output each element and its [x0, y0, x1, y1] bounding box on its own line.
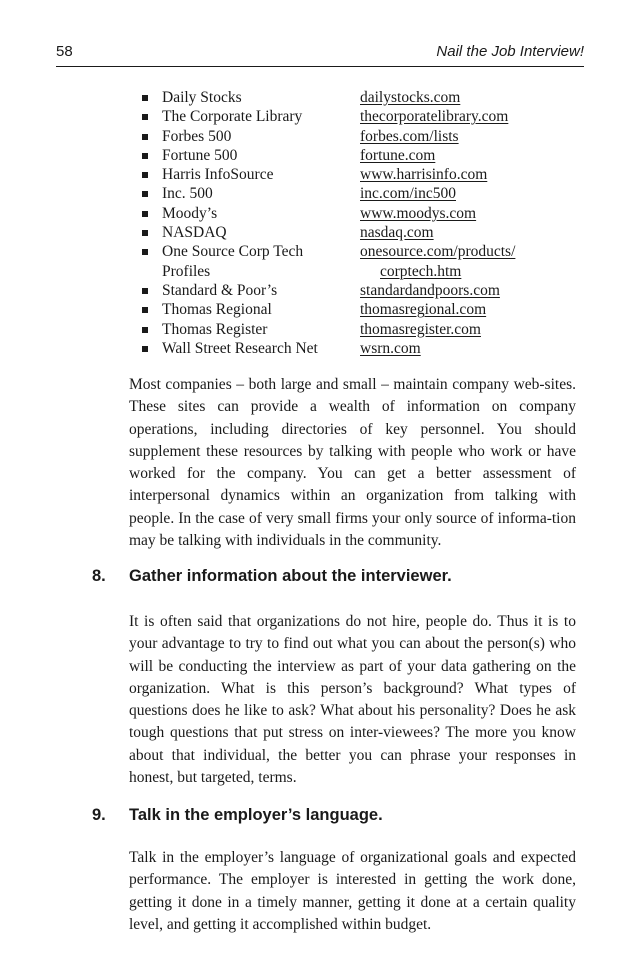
resource-url[interactable]: www.moodys.com: [360, 204, 477, 222]
header-rule: [56, 66, 584, 67]
list-item: [140, 146, 520, 165]
section-number: 8.: [92, 567, 106, 585]
resource-url-continued[interactable]: corptech.htm: [380, 262, 462, 280]
resource-name: Thomas Regional: [162, 301, 272, 319]
section-number: 9.: [92, 806, 106, 824]
section-9-paragraph: Talk in the employer’s language of organizational goals and expected performance. The employer is interested in getting the work done, getting it done in a timely manner, getting it done at a certain quality level, and getting it accomplished within budget.: [129, 849, 576, 933]
list-item: [140, 300, 520, 319]
square-bullet-icon: [142, 307, 148, 313]
square-bullet-icon: [142, 211, 148, 217]
resource-url[interactable]: thomasregional.com: [360, 301, 487, 319]
list-item: [140, 184, 520, 203]
resource-name: Wall Street Research Net: [162, 339, 318, 357]
resource-url[interactable]: standardandpoors.com: [360, 281, 500, 299]
list-item: [140, 127, 520, 146]
square-bullet-icon: [142, 134, 148, 140]
section-title: Gather information about the interviewer.: [129, 567, 452, 585]
resource-url[interactable]: nasdaq.com: [360, 224, 434, 242]
resource-url[interactable]: dailystocks.com: [360, 89, 461, 106]
list-item: [140, 165, 520, 184]
resource-url[interactable]: wsrn.com: [360, 339, 421, 357]
square-bullet-icon: [142, 153, 148, 159]
resource-url[interactable]: thomasregister.com: [360, 320, 481, 338]
resource-name-continued: Profiles: [162, 262, 211, 280]
resource-url[interactable]: www.harrisinfo.com: [360, 166, 488, 184]
resource-name: The Corporate Library: [162, 108, 303, 126]
section-title: Talk in the employer’s language.: [129, 806, 383, 824]
resource-name: Daily Stocks: [162, 89, 242, 106]
resource-name: Moody’s: [162, 204, 218, 222]
square-bullet-icon: [142, 346, 148, 352]
square-bullet-icon: [142, 172, 148, 178]
list-item: [140, 204, 520, 223]
resource-list: [140, 88, 520, 358]
list-item: [140, 339, 520, 358]
page-number: 58: [56, 43, 73, 60]
resource-name: Thomas Register: [162, 320, 268, 338]
resource-name: One Source Corp Tech: [162, 243, 304, 261]
list-item: [140, 88, 520, 107]
square-bullet-icon: [142, 230, 148, 236]
list-item: [140, 223, 520, 242]
resource-name: Inc. 500: [162, 185, 213, 203]
square-bullet-icon: [142, 191, 148, 197]
intro-paragraph: Most companies – both large and small – maintain company web-sites. These sites can provide a wealth of information on company operations, including directories of key personnel. You should supplement these resources by talking with people who work or have worked for the company. You can get a better assessment of interpersonal dynamics within an organization from talking with people. In the case of very small firms your only source of informa-tion may be talking with individuals in the community.: [129, 376, 576, 550]
resource-url[interactable]: onesource.com/products/: [360, 243, 516, 261]
list-item: [140, 107, 520, 126]
resource-name: Fortune 500: [162, 146, 238, 164]
square-bullet-icon: [142, 95, 148, 101]
section-heading-8: [92, 566, 592, 586]
resource-url[interactable]: fortune.com: [360, 146, 436, 164]
list-item: [140, 320, 520, 339]
resource-url[interactable]: inc.com/inc500: [360, 185, 456, 203]
resource-continuation: [162, 262, 520, 281]
resource-name: Harris InfoSource: [162, 166, 274, 184]
book-title: Nail the Job Interview!: [436, 43, 584, 60]
section-8-paragraph: It is often said that organizations do not hire, people do. Thus it is to your advantage to try to find out what you can about the person(s) who will be conducting the interview as part of your data gathering on the organization. What is this person’s background? What types of questions does he like to ask? What about his personality? Does he ask tough questions that put stress on inter-viewees? The more you know about that individual, the better you can phrase your responses in honest, but targeted, terms.: [129, 613, 576, 787]
square-bullet-icon: [142, 114, 148, 120]
section-heading-9: [92, 805, 592, 825]
list-item: [140, 242, 520, 281]
resource-name: Forbes 500: [162, 127, 232, 145]
resource-name: NASDAQ: [162, 224, 227, 242]
resource-name: Standard & Poor’s: [162, 281, 278, 299]
square-bullet-icon: [142, 288, 148, 294]
square-bullet-icon: [142, 327, 148, 333]
list-item: [140, 281, 520, 300]
square-bullet-icon: [142, 249, 148, 255]
resource-url[interactable]: thecorporatelibrary.com: [360, 108, 509, 126]
running-header: [56, 43, 584, 67]
resource-url[interactable]: forbes.com/lists: [360, 127, 459, 145]
